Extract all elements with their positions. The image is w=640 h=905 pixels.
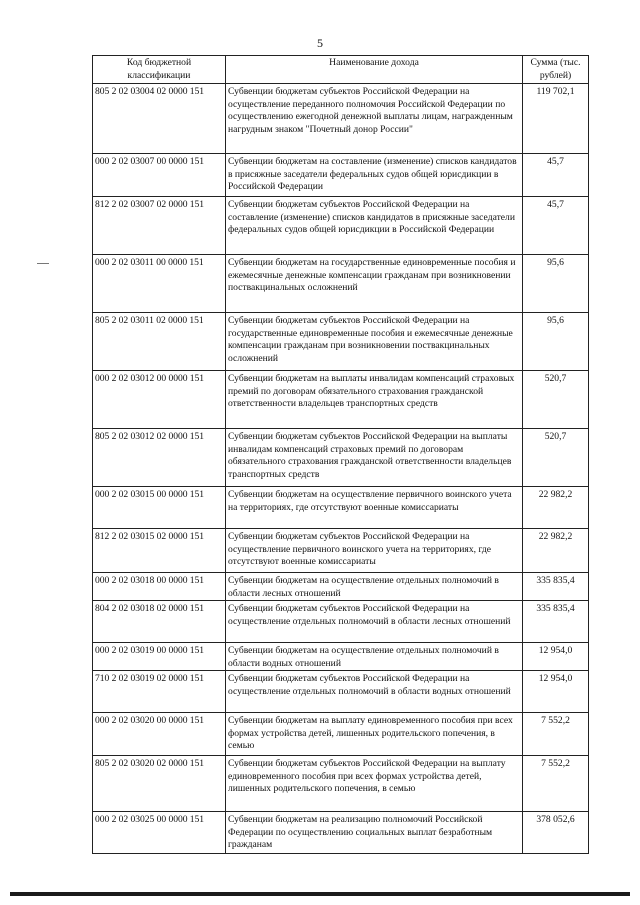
row-name: Субвенции бюджетам субъектов Российской Федерации на осуществление отдельных полномочий в области водных отношений <box>226 671 523 713</box>
row-amount: 520,7 <box>523 429 589 487</box>
table-row <box>93 84 589 154</box>
row-amount: 335 835,4 <box>523 573 589 601</box>
row-amount: 12 954,0 <box>523 643 589 671</box>
row-name: Субвенции бюджетам на реализацию полномочий Российской Федерации по осуществлению социальных выплат безработным гражданам <box>226 812 523 854</box>
table-row <box>93 371 589 429</box>
row-name: Субвенции бюджетам субъектов Российской Федерации на государственные единовременные пособия и ежемесячные денежные компенсации гражданам при возникновении поствакцинальных осложнений <box>226 313 523 371</box>
table-row <box>93 713 589 756</box>
revenue-table <box>92 55 589 854</box>
table-row <box>93 812 589 854</box>
row-code: 805 2 02 03004 02 0000 151 <box>93 84 226 154</box>
table-row <box>93 601 589 643</box>
table-row <box>93 313 589 371</box>
table-row <box>93 573 589 601</box>
header-code: Код бюджетной классификации <box>93 56 226 84</box>
row-code: 000 2 02 03007 00 0000 151 <box>93 154 226 197</box>
row-amount: 12 954,0 <box>523 671 589 713</box>
row-amount: 119 702,1 <box>523 84 589 154</box>
row-name: Субвенции бюджетам субъектов Российской Федерации на осуществление отдельных полномочий в области лесных отношений <box>226 601 523 643</box>
row-amount: 22 982,2 <box>523 487 589 529</box>
table-row <box>93 756 589 812</box>
row-amount: 95,6 <box>523 255 589 313</box>
row-code: 000 2 02 03020 00 0000 151 <box>93 713 226 756</box>
row-name: Субвенции бюджетам субъектов Российской Федерации на осуществление переданного полномочия Российской Федерации по осуществлению ежегодной денежной выплаты лицам, награжденным нагрудным знаком "Почетный донор России" <box>226 84 523 154</box>
row-code: 812 2 02 03007 02 0000 151 <box>93 197 226 255</box>
row-amount: 95,6 <box>523 313 589 371</box>
row-amount: 378 052,6 <box>523 812 589 854</box>
row-code: 000 2 02 03025 00 0000 151 <box>93 812 226 854</box>
row-code: 805 2 02 03011 02 0000 151 <box>93 313 226 371</box>
row-code: 805 2 02 03020 02 0000 151 <box>93 756 226 812</box>
row-name: Субвенции бюджетам на государственные единовременные пособия и ежемесячные денежные компенсации гражданам при возникновении поствакцинальных осложнений <box>226 255 523 313</box>
row-name: Субвенции бюджетам субъектов Российской Федерации на осуществление первичного воинского учета на территориях, где отсутствуют военные комиссариаты <box>226 529 523 573</box>
row-name: Субвенции бюджетам на выплату единовременного пособия при всех формах устройства детей, лишенных родительского попечения, в семью <box>226 713 523 756</box>
table-row <box>93 255 589 313</box>
table-row <box>93 643 589 671</box>
row-amount: 22 982,2 <box>523 529 589 573</box>
row-amount: 45,7 <box>523 154 589 197</box>
table-row <box>93 487 589 529</box>
row-code: 000 2 02 03012 00 0000 151 <box>93 371 226 429</box>
row-code: 805 2 02 03012 02 0000 151 <box>93 429 226 487</box>
page-bottom-rule <box>10 892 630 896</box>
row-code: 000 2 02 03015 00 0000 151 <box>93 487 226 529</box>
row-name: Субвенции бюджетам на выплаты инвалидам компенсаций страховых премий по договорам обязательного страхования гражданской ответственности владельцев транспортных средств <box>226 371 523 429</box>
page-number: 5 <box>317 36 323 50</box>
row-name: Субвенции бюджетам на осуществление отдельных полномочий в области водных отношений <box>226 643 523 671</box>
table-row <box>93 429 589 487</box>
row-amount: 520,7 <box>523 371 589 429</box>
row-name: Субвенции бюджетам на составление (изменение) списков кандидатов в присяжные заседатели федеральных судов общей юрисдикции в Российской Федерации <box>226 154 523 197</box>
row-name: Субвенции бюджетам субъектов Российской Федерации на составление (изменение) списков кандидатов в присяжные заседатели федеральных судов общей юрисдикции в Российской Федерации <box>226 197 523 255</box>
row-name: Субвенции бюджетам на осуществление отдельных полномочий в области лесных отношений <box>226 573 523 601</box>
row-amount: 45,7 <box>523 197 589 255</box>
table-row <box>93 154 589 197</box>
margin-mark <box>37 263 49 264</box>
table-header-row <box>93 56 589 84</box>
table-row <box>93 197 589 255</box>
row-amount: 7 552,2 <box>523 713 589 756</box>
table-row <box>93 671 589 713</box>
row-code: 812 2 02 03015 02 0000 151 <box>93 529 226 573</box>
row-code: 000 2 02 03011 00 0000 151 <box>93 255 226 313</box>
row-code: 000 2 02 03019 00 0000 151 <box>93 643 226 671</box>
header-amount: Сумма (тыс. рублей) <box>523 56 589 84</box>
header-name: Наименование дохода <box>226 56 523 84</box>
row-amount: 7 552,2 <box>523 756 589 812</box>
row-code: 710 2 02 03019 02 0000 151 <box>93 671 226 713</box>
row-code: 804 2 02 03018 02 0000 151 <box>93 601 226 643</box>
table-row <box>93 529 589 573</box>
row-name: Субвенции бюджетам на осуществление первичного воинского учета на территориях, где отсутствуют военные комиссариаты <box>226 487 523 529</box>
row-amount: 335 835,4 <box>523 601 589 643</box>
row-code: 000 2 02 03018 00 0000 151 <box>93 573 226 601</box>
row-name: Субвенции бюджетам субъектов Российской Федерации на выплату единовременного пособия при всех формах устройства детей, лишенных родительского попечения, в семью <box>226 756 523 812</box>
row-name: Субвенции бюджетам субъектов Российской Федерации на выплаты инвалидам компенсаций страховых премий по договорам обязательного страхования гражданской ответственности владельцев транспортных средств <box>226 429 523 487</box>
